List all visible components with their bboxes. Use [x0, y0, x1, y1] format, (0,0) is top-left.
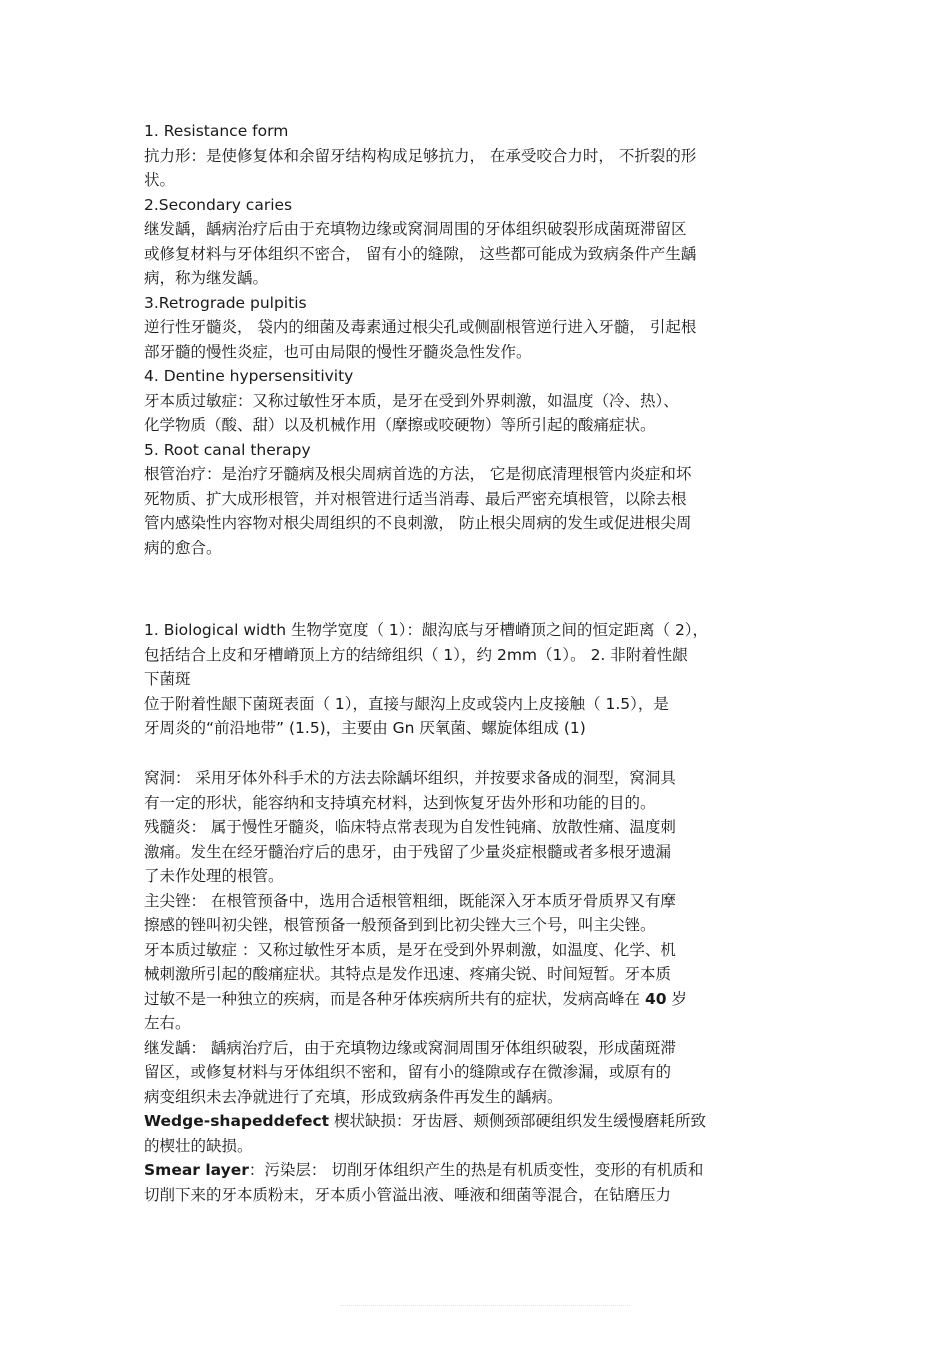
plaque-line: 牙周炎的“前沿地带” (1.5)，主要由 Gn 厌氧菌、螺旋体组成 (1): [144, 719, 586, 737]
term-heading-root-canal-therapy: 5. Root canal therapy: [144, 440, 311, 459]
definition-line: 状。: [144, 171, 176, 189]
term-heading-retrograde-pulpitis: 3.Retrograde pulpitis: [144, 293, 307, 312]
age-line-text: 过敏不是一种独立的疾病，而是各种牙体疾病所共有的症状，发病高峰在: [144, 989, 645, 1008]
master-file-line: 擦感的锉叫初尖锉，根管预备一般预备到到比初尖锉大三个号，叫主尖锉。: [144, 916, 656, 934]
definition-line: 或修复材料与牙体组织不密合， 留有小的缝隙， 这些都可能成为致病条件产生龋: [144, 244, 697, 263]
smear-layer-line: [144, 1158, 814, 1183]
age-number: 40: [644, 989, 667, 1008]
wedge-defect-term: Wedge-shapeddefect: [144, 1112, 330, 1130]
definition-line: 逆行性牙髓炎， 袋内的细菌及毒素通过根尖孔或侧副根管逆行进入牙髓， 引起根: [144, 318, 697, 336]
wedge-defect-definition: 楔状缺损：牙齿唇、颊侧颈部硬组织发生缓慢磨耗所致: [329, 1112, 707, 1130]
definition-line: 化学物质（酸、甜）以及机械作用（摩擦或咬硬物）等所引起的酸痛症状。: [144, 416, 656, 434]
definitions-section-1: [144, 119, 814, 560]
dentine-hypersensitivity-line: 械刺激所引起的酸痛症状。其特点是发作迅速、疼痛尖锐、时间短暂。牙本质: [144, 965, 672, 983]
dentine-hypersensitivity-line: [144, 987, 814, 1012]
definition-line: 继发龋，龋病治疗后由于充填物边缘或窝洞周围的牙体组织破裂形成菌斑滞留区: [144, 220, 687, 238]
definition-line: 抗力形：是使修复体和余留牙结构构成足够抗力， 在承受咬合力时， 不折裂的形: [144, 146, 697, 165]
biological-width-line: 包括结合上皮和牙槽嵴顶上方的结缔组织（ 1），约 2mm（1）。 2. 非附着性龈: [144, 645, 688, 664]
smear-layer-definition: ：污染层： 切削牙体组织产生的热是有机质变性，变形的有机质和: [248, 1161, 704, 1179]
age-unit: 岁: [666, 989, 687, 1008]
residual-pulpitis-line: 了未作处理的根管。: [144, 867, 284, 885]
definition-line: 部牙髓的慢性炎症，也可由局限的慢性牙髓炎急性发作。: [144, 342, 532, 361]
faint-footer-mark: [340, 1305, 630, 1312]
definition-line: 牙本质过敏症：又称过敏性牙本质，是牙在受到外界刺激，如温度（冷、热）、: [144, 391, 679, 410]
residual-pulpitis-line: 激痛。发生在经牙髓治疗后的患牙，由于残留了少量炎症根髓或者多根牙遗漏: [144, 842, 672, 861]
definitions-section-3: [144, 766, 814, 1207]
master-file-line: 主尖锉： 在根管预备中，选用合适根管粗细，既能深入牙本质牙骨质界又有摩: [144, 891, 676, 910]
secondary-caries-line: 留区，或修复材料与牙体组织不密和，留有小的缝隙或存在微渗漏，或原有的: [144, 1063, 672, 1081]
biological-width-line: 1. Biological width 生物学宽度（ 1）：龈沟底与牙槽嵴顶之间的恒定距离（ 2），: [144, 621, 709, 639]
term-heading-dentine-hypersensitivity: 4. Dentine hypersensitivity: [144, 367, 354, 385]
wedge-defect-line: [144, 1109, 814, 1134]
definition-line: 管内感染性内容物对根尖周组织的不良刺激， 防止根尖周病的发生或促进根尖周: [144, 514, 692, 532]
cavity-line: 有一定的形状，能容纳和支持填充材料，达到恢复牙齿外形和功能的目的。: [144, 793, 656, 812]
definition-line: 根管治疗：是治疗牙髓病及根尖周病首选的方法， 它是彻底清理根管内炎症和坏: [144, 465, 692, 483]
plaque-line: 位于附着性龈下菌斑表面（ 1），直接与龈沟上皮或袋内上皮接触（ 1.5），是: [144, 694, 669, 713]
residual-pulpitis-line: 残髓炎： 属于慢性牙髓炎，临床特点常表现为自发性钝痛、放散性痛、温度刺: [144, 818, 676, 836]
dentine-hypersensitivity-line: 左右。: [144, 1014, 191, 1032]
plaque-line: 下菌斑: [144, 670, 191, 688]
term-heading-secondary-caries: 2.Secondary caries: [144, 195, 293, 214]
definition-line: 病的愈合。: [144, 538, 222, 557]
wedge-defect-line: 的楔壮的缺损。: [144, 1136, 253, 1155]
definitions-section-2: [144, 618, 814, 741]
secondary-caries-line: 继发龋： 龋病治疗后，由于充填物边缘或窝洞周围牙体组织破裂，形成菌斑滞: [144, 1038, 676, 1057]
term-heading-resistance-form: 1. Resistance form: [144, 122, 289, 140]
dentine-hypersensitivity-line: 牙本质过敏症 ：又称过敏性牙本质，是牙在受到外界刺激，如温度、化学、机: [144, 940, 676, 959]
smear-layer-term: Smear layer: [144, 1161, 249, 1179]
cavity-line: 窝洞： 采用牙体外科手术的方法去除龋坏组织，并按要求备成的洞型，窝洞具: [144, 769, 676, 787]
definition-line: 病，称为继发龋。: [144, 269, 269, 287]
definition-line: 死物质、扩大成形根管，并对根管进行适当消毒、最后严密充填根管，以除去根: [144, 489, 687, 508]
secondary-caries-line: 病变组织未去净就进行了充填，形成致病条件再发生的龋病。: [144, 1087, 563, 1106]
smear-layer-line: 切削下来的牙本质粉末，牙本质小管溢出液、唾液和细菌等混合，在钻磨压力: [144, 1185, 672, 1204]
